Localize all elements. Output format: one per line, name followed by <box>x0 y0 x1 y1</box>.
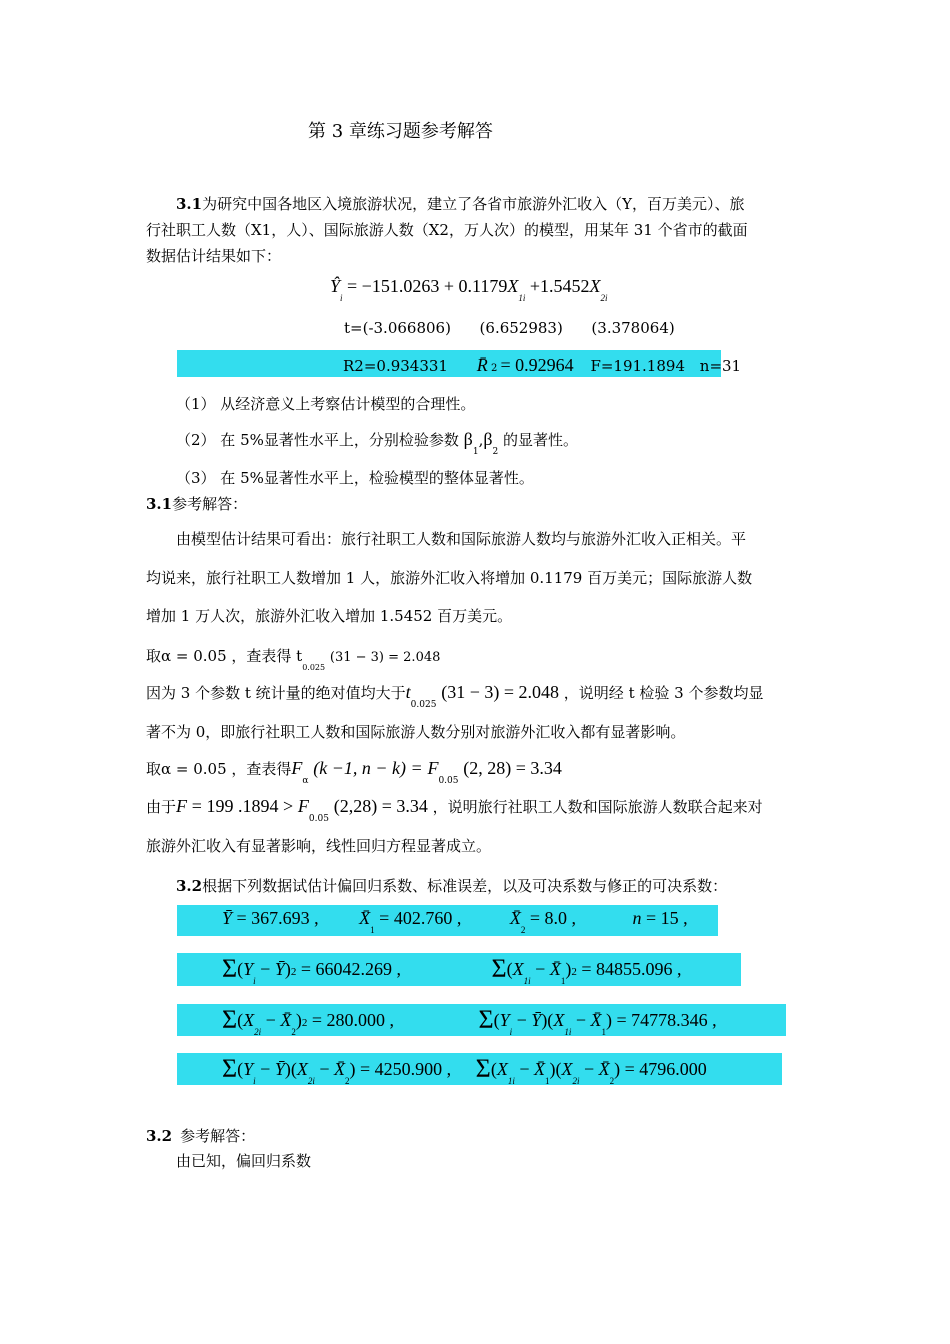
t-statistics: t=(-3.066806) (6.652983) (3.378064) <box>344 319 675 337</box>
q31-item1: （1） 从经济意义上考察估计模型的合理性。 <box>176 395 476 413</box>
q32-intro: 3.2根据下列数据试估计偏回归系数、标准误差，以及可决系数与修正的可决系数： <box>176 877 728 895</box>
q31-intro-line1: 3.1为研究中国各地区入境旅游状况，建立了各省市旅游外汇收入（Y，百万美元）、旅 <box>176 195 745 213</box>
data-row3: $\Sigma(X_{2i}$ − $X̄_2)2 = 280.000$ , $\Sigma(Y_i$ − $Ȳ)(X_{1i}$ − $X̄_1) = 74778.346$ , <box>222 1005 717 1037</box>
fit-statistics: R2=0.934331 R̄ 2 = 0.92964 F=191.1894 n=31 <box>343 355 742 375</box>
f-test-line2: 旅游外汇收入有显著影响，线性回归方程显著成立。 <box>146 837 492 855</box>
q31-intro-line2: 行社职工人数（X1，人）、国际旅游人数（X2，万人次）的模型，用某年 31 个省市的截面 <box>146 221 748 239</box>
data-row4: $\Sigma(Y_i$ − $Ȳ)(X_{2i}$ − $X̄_2) = 4250.900$ , $\Sigma(X_{1i}$ − $X̄_1)(X_{2i}$ − $X̄_2) = 4796.000$ <box>222 1054 707 1086</box>
f-critical-line: 取α = 0.05 ，查表得$F_\alpha$ (k −1, $n - k) = F_{0.05}$ (2, 28) = 3.34 <box>146 758 562 786</box>
regression-equation: $Ŷ_i = -151.0263 + 0.1179X_{1i} +1.5452X_{2i}$ <box>330 276 608 303</box>
data-row2: $\Sigma(Y_i$ − Ȳ)2 = 66042.269 , $\Sigma(X_{1i}$ − $X̄_1)2 = 84855.096$ , <box>222 954 682 986</box>
q31-intro-line3: 数据估计结果如下： <box>146 247 282 265</box>
a31-para-line2: 均说来，旅行社职工人数增加 1 人，旅游外汇收入将增加 0.1179 百万美元；国际旅游人数 <box>146 569 753 587</box>
a32-heading: 3.2 参考解答： <box>146 1127 256 1145</box>
t-test-line1: 因为 3 个参数 t 统计量的绝对值均大于$t_{0.025}$ (31 − 3) = 2.048 ，说明经 t 检验 3 个参数均显 <box>146 682 764 710</box>
page-title: 第 3 章练习题参考解答 <box>308 121 493 142</box>
t-critical-line: 取α = 0.05 ，查表得 $t_{0.025}$ (31 − 3) = 2.048 <box>146 647 441 672</box>
q31-number: 3.1 <box>176 195 203 213</box>
a32-para-line1: 由已知，偏回归系数 <box>176 1152 312 1170</box>
a31-heading: 3.1参考解答： <box>146 495 248 513</box>
a31-para-line1: 由模型估计结果可看出：旅行社职工人数和国际旅游人数均与旅游外汇收入正相关。平 <box>176 530 747 548</box>
q31-item2: （2） 在 5%显著性水平上，分别检验参数 $\beta_1,\beta_2$ 的显著性。 <box>176 429 579 457</box>
data-row1: Ȳ = 367.693 , $X̄_1 = 402.760$ , $X̄_2 = 8.0$ , n = 15 , <box>222 908 688 935</box>
a31-para-line3: 增加 1 万人次，旅游外汇收入增加 1.5452 百万美元。 <box>146 607 513 625</box>
q31-item3: （3） 在 5%显著性水平上，检验模型的整体显著性。 <box>176 469 534 487</box>
t-test-line2: 著不为 0，即旅行社职工人数和国际旅游人数分别对旅游外汇收入都有显著影响。 <box>146 723 686 741</box>
f-test-line1: 由于F = 199 $.1894 > F_{0.05}$ (2,28) = 3.34 ，说明旅行社职工人数和国际旅游人数联合起来对 <box>146 796 763 824</box>
